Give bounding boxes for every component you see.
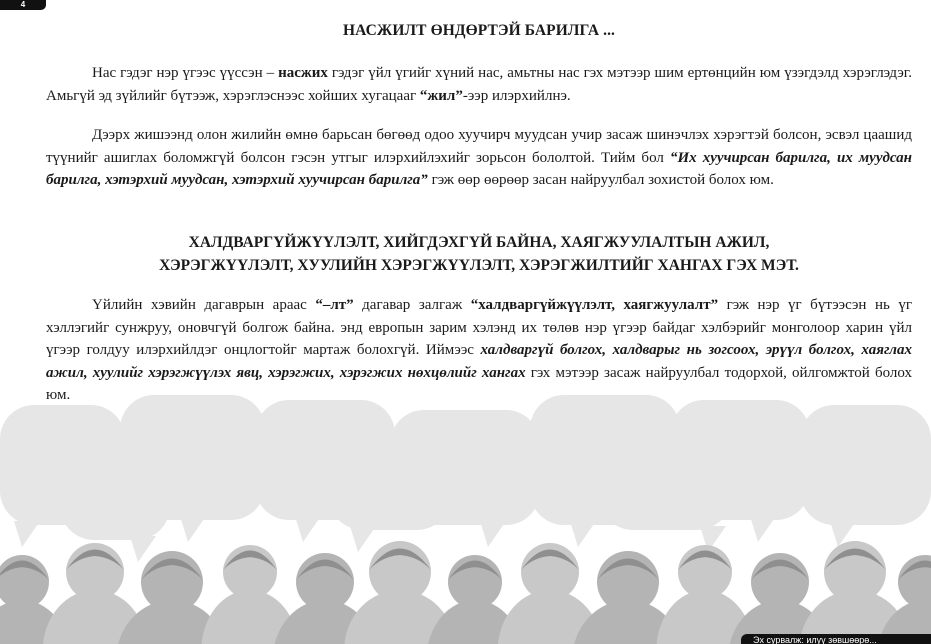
speech-bubble (600, 470, 730, 530)
speech-bubble-tail (295, 516, 321, 542)
footer-source-text: Эх сурвалж: илүү зөвшөөрө... (753, 635, 877, 644)
page-number-tab (0, 0, 46, 10)
speech-bubble-tail (750, 516, 776, 542)
text-run: гэдэг үйл үгийг хүний нас, амьтны нас гэх мэтээр шим ертөнцийн юм үзэгдэлд хэрэглэдэг. Амьгүй эд зүйлийг бүтээж, хэрэглэснээс хойших хугацааг (46, 65, 912, 104)
speech-bubble-tail (130, 536, 156, 562)
text-run: гэх мэтээр засаж найруулбал тодорхой, ойлгомжтой болох юм. (46, 364, 912, 403)
speech-bubble-tail (350, 526, 376, 552)
text-run: халдваргүй болгох, халдварыг нь зогсоох, эрүүл болгох, хаяглах ажил, хуулийг хэрэгжүүлэх явц, хэрэгжих, хэрэгжих нөхцөлийг хангах (46, 342, 912, 381)
text-run: -ээр илэрхийлнэ. (462, 87, 571, 104)
article-title: НАСЖИЛТ ӨНДӨРТЭЙ БАРИЛГА ... (342, 22, 616, 39)
paragraph-2 (46, 124, 912, 192)
speech-bubble-tail (180, 516, 206, 542)
text-run: дагавар залгаж (353, 297, 471, 313)
section-heading-line-1: ХАЛДВАРГҮЙЖҮҮЛЭЛТ, ХИЙГДЭХГҮЙ БАЙНА, ХАЯГЖУУЛАЛТЫН АЖИЛ, (188, 234, 770, 251)
paragraph-3 (46, 294, 912, 407)
text-run: насжих (278, 65, 328, 81)
speech-bubble-tail (570, 521, 596, 547)
section-heading-line-2: ХЭРЭГЖҮҮЛЭЛТ, ХУУЛИЙН ХЭРЭГЖҮҮЛЭЛТ, ХЭРЭГЖИЛТИЙГ ХАНГАХ ГЭХ МЭТ. (159, 257, 799, 274)
footer-source-bar (741, 634, 931, 644)
text-run: “Их хуучирсан барилга, их муудсан барилга, хэтэрхий муудсан, хэтэрхий хуучирсан барилга” (46, 149, 912, 188)
section-heading (46, 231, 912, 277)
paragraph-1 (46, 62, 912, 107)
speech-bubble-tail (14, 521, 40, 547)
speech-bubble (800, 405, 931, 525)
text-run: Нас гэдэг нэр үгээс үүссэн – (92, 65, 279, 81)
text-run: “жил” (419, 87, 463, 104)
text-run: гэж нэр үг бүтээсэн нь үг хэллэгийг сунжруу, оновчгүй болгож байна. энд европын зарим хэлэнд их төлөв нэр үгээр байдаг хэлбэрийг монголоор харин үйл үгээр голдуу илэрхийлдэг онцлогтойг мартаж болохгүй. Иймээс (46, 297, 912, 358)
text-run: “халдваргүйжүүлэлт, хаягжуулалт” (470, 297, 719, 313)
text-run: Дээрх жишээнд олон жилийн өмнө барьсан бөгөөд одоо хуучирч муудсан учир засаж шинэчлэх хэрэгтэй болсон, эсвэл цаашид түүнийг ашиглах боломжгүй болсон гэсэн утгыг илэрхийлэхийг зорьсон бололтой. Тийм бол (46, 127, 912, 166)
speech-bubble-tail (480, 521, 506, 547)
speech-bubble (330, 470, 450, 530)
text-run: гэж өөр өөрөөр засан найруулбал зохистой болох юм. (427, 172, 774, 188)
text-run: “–лт” (315, 297, 354, 313)
text-run: Үйлийн хэвийн дагаврын араас (92, 297, 316, 313)
page-number: 4 (20, 0, 26, 9)
speech-bubble (60, 470, 170, 540)
